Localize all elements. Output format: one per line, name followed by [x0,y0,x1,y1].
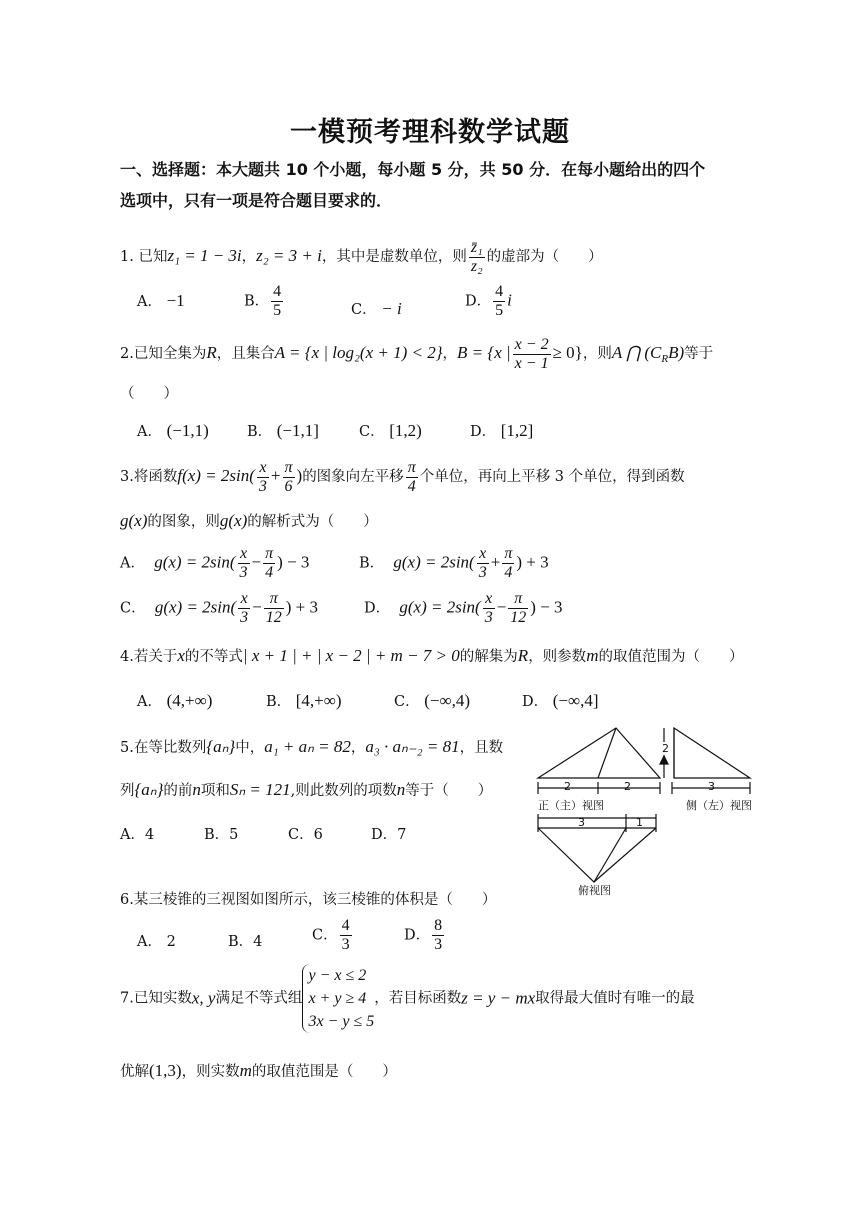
frac-num: π [284,458,293,476]
option-value: [4,+∞) [295,691,342,710]
option-value: [1,2] [500,421,534,440]
option-frac-1 [238,545,250,582]
option-label: A． [137,934,162,950]
q3-g: g(x) [120,511,148,530]
q4-R: R [517,646,529,665]
frac-den: 3 [484,609,493,626]
page-title: 一模预考理科数学试题 [290,117,570,148]
option-label: C． [312,927,338,944]
frac-num: x [238,545,250,564]
frac-num: x [483,590,495,609]
option-value: (4,+∞) [166,691,213,710]
q2-suffix: 等于 [684,346,714,362]
option-value: −1 [166,291,185,310]
q4-option-d[interactable] [522,690,599,711]
q3-prefix: 3.将函数 [120,469,178,485]
q7-point: (1,3) [149,1061,182,1080]
q4-option-a[interactable] [137,690,212,711]
option-label: B． [244,293,270,310]
q3-shift-frac [406,459,418,496]
option-value: 4 [253,934,263,950]
q2-frac-den: x − 1 [514,354,549,372]
q1-option-a[interactable] [137,290,185,311]
option-label: C． [351,302,377,318]
q3-mid1: 的图象向左平移 [302,469,404,485]
q4-ineq: | x + 1 | + | x − 2 | + m − 7 > 0 [242,646,460,665]
option-value: 2 [166,934,176,950]
frac-num: 4 [273,283,282,300]
frac-num: 8 [434,917,443,934]
q3-line2-mid: 的图象，则 [147,514,220,530]
q7-l2-suffix: 的取值范围是（ ） [251,1064,397,1080]
q7-suffix: 取得最大值时有唯一的最 [535,990,695,1007]
option-fraction [340,917,352,954]
option-label: B． [247,424,273,440]
option-frac-2 [263,545,275,582]
q2-set-a: A = {x | log₂(x + 1) < 2} [274,343,443,362]
option-value: 7 [397,827,407,843]
three-view-drawing [530,722,770,904]
option-pre: g(x) = 2sin( [154,552,236,572]
option-value: (−1,1] [276,421,319,440]
option-frac-2 [264,590,284,627]
frac-den: 6 [284,477,293,495]
q2-option-a[interactable] [137,420,209,441]
q4-m: m [586,646,599,665]
option-value: (−∞,4) [424,691,470,710]
q4-suffix: 的取值范围为（ ） [598,649,744,665]
q6-option-b[interactable] [228,930,262,951]
question-2 [120,333,713,379]
q6-option-c[interactable] [312,917,354,954]
frac-den: 3 [258,477,267,495]
q5-l2-mid3: ,则此数列的项数 [290,783,397,799]
q3-f-post: ) [296,466,303,485]
frac-den: 4 [265,564,274,581]
q1-fraction [469,239,485,276]
q4-option-c[interactable] [394,690,470,711]
frac-den: 3 [240,609,249,626]
option-label: C． [120,600,146,617]
section-header-line1: 一、选择题：本大题共 10 个小题，每小题 5 分，共 50 分．在每小题给出的四个 [120,160,706,179]
option-label: C． [359,424,385,440]
frac-num: π [264,590,284,609]
q4-mid3: ，则参数 [528,649,587,665]
q3-line2-suffix: 的解析式为（ ） [247,514,378,530]
frac-den: 3 [239,564,248,581]
q2-expr-post: B) [668,343,685,362]
front-view [538,728,660,794]
dim-top-left: 3 [578,816,585,829]
q1-prefix: 1. 已知 [120,249,168,265]
q5-seq2: {aₙ} [134,780,164,799]
q7-l2-prefix: 优解 [120,1064,149,1080]
dim-front-right: 2 [624,780,631,793]
frac-num: π [407,458,416,476]
q7-l2-mid: ，则实数 [181,1064,240,1080]
option-label: A． [137,294,162,310]
frac-den: 3 [341,936,350,953]
q5-l2-suffix: 等于（ ） [405,783,493,799]
three-view-figure [530,722,770,904]
option-label: D． [371,827,398,843]
q1-frac-den: z₂ [470,257,483,275]
dim-side-width: 3 [708,780,715,793]
option-label: B． [228,934,254,950]
q5-sep: ， [350,740,366,756]
option-frac-1 [238,590,250,627]
q3-option-a[interactable] [120,545,309,582]
q3-g2: g(x) [219,511,248,530]
option-post: ) − 3 [277,552,310,572]
frac-num: x [257,459,269,478]
frac-num: π [265,545,274,562]
frac-num: x [477,545,489,564]
frac-num: x [238,590,250,609]
frac-den: 4 [407,477,416,495]
q2-option-c[interactable] [359,420,422,441]
question-6: 6.某三棱锥的三视图如图所示，该三棱锥的体积是（ ） [120,892,497,908]
option-label: A． [137,694,162,710]
frac-num: 4 [495,283,504,300]
q5-n: n [192,780,201,799]
q5-l2-mid2: 项和 [200,783,230,799]
q1-mid: ，其中是虚数单位，则 [321,249,467,265]
q1-z1: z₁ = 1 − 3i [167,246,242,265]
question-7 [120,964,695,1033]
frac-den: 3 [434,936,443,953]
q2-fraction [513,336,551,373]
frac-den: 5 [273,302,282,319]
frac-num: π [504,545,513,562]
q5-option-d[interactable] [371,823,406,844]
option-value: (−∞,4] [552,691,599,710]
q3-frac-1 [257,459,269,496]
option-op: − [496,597,507,617]
option-frac-1 [483,590,495,627]
q5-eq3: Sₙ = 121 [229,780,291,799]
q7-system [302,964,374,1033]
q7-line2 [120,1060,397,1081]
top-view-label: 俯视图 [578,884,611,897]
question-4 [120,645,743,666]
option-frac-2 [502,545,514,582]
q2-mid2: ， [442,346,458,362]
front-view-label: 正（主）视图 [538,799,604,812]
q1-option-b[interactable] [244,283,285,320]
q4-mid2: 的解集为 [459,649,518,665]
option-label: D． [470,424,497,440]
q3-option-b[interactable] [359,545,549,582]
option-label: C． [288,827,314,843]
option-pre: g(x) = 2sin( [154,597,237,617]
q2-frac-num: x − 2 [514,335,549,353]
q5-eq2: a₃ · aₙ₋₂ = 81 [365,737,460,756]
q2-mid3: ，则 [582,346,612,362]
q7-vars: x, y [191,988,216,1008]
option-label: B． [359,555,385,572]
dim-top-right: 1 [636,816,643,829]
option-value: 4 [144,827,155,843]
frac-num: 4 [341,917,350,934]
q1-option-d[interactable] [465,283,512,320]
option-fraction [493,283,505,320]
option-pre: g(x) = 2sin( [393,552,475,572]
q5-l2-mid1: 的前 [163,783,193,799]
frac-den: 3 [478,564,487,581]
option-label: D． [465,293,492,310]
q1-suffix: 的虚部为（ ） [486,249,603,265]
q4-option-b[interactable] [266,690,342,711]
q5-line2 [120,779,492,800]
q2-expr-sub: R [661,352,669,365]
option-label: D． [522,694,549,710]
q2-paren: （ ） [120,386,178,402]
option-post: ) − 3 [530,597,563,617]
option-label: C． [394,694,420,710]
frac-den: 4 [504,564,513,581]
option-label: D． [404,927,431,944]
option-value: [1,2) [389,421,422,440]
q7-ineq-2: x + y ≥ 4 [308,990,367,1007]
q3-line2 [120,510,378,531]
option-label: D． [364,600,391,617]
q3-option-c[interactable] [120,590,318,627]
q5-mid: 中， [235,740,265,756]
q5-option-c[interactable] [288,823,323,844]
option-op: + [490,552,501,572]
question-5 [120,736,503,757]
q3-f-pre: f(x) = 2sin( [177,466,255,485]
option-label: A． [120,827,145,843]
q1-option-c[interactable] [351,298,402,319]
q2-expr: A ⋂ (C [611,343,662,362]
q2-R: R [206,343,217,362]
option-frac-1 [477,545,489,582]
q5-option-a[interactable] [120,823,154,844]
q2-prefix: 2.已知全集为 [120,346,207,362]
frac-num: π [508,590,528,609]
q3-frac-2 [283,459,295,496]
dim-height: 2 [662,742,669,755]
q7-ineq-1: y − x ≤ 2 [308,967,367,984]
option-post: ) + 3 [285,597,319,617]
q2-mid1: ，且集合 [216,346,275,362]
q6-option-a[interactable] [137,930,176,951]
q7-mid1: 满足不等式组 [215,990,303,1007]
frac-den: 5 [495,302,504,319]
q2-set-b-post: ≥ 0} [552,343,583,362]
option-tail: i [507,290,512,310]
option-value: (−1,1) [166,421,209,440]
q6-option-d[interactable] [404,917,446,954]
q2-option-b[interactable] [247,420,319,441]
dim-front-left: 2 [564,780,571,793]
q2-option-d[interactable] [470,420,533,441]
option-value: 5 [229,827,239,843]
q5-prefix: 5.在等比数列 [120,740,207,756]
q2-set-b-pre: B = {x | [457,343,511,362]
side-view-label: 侧（左）视图 [686,799,752,812]
option-label: B． [204,827,230,843]
frac-den: 12 [265,609,282,626]
q4-x: x [177,646,185,665]
q4-prefix: 4.若关于 [120,649,178,665]
q5-seq: {aₙ} [206,737,236,756]
section-header-line2: 选项中，只有一项是符合题目要求的． [120,191,393,210]
option-label: B． [266,694,292,710]
option-fraction [271,283,283,320]
q7-prefix: 7.已知实数 [120,990,192,1007]
option-value: 6 [313,827,323,843]
option-op: − [252,597,262,617]
option-pre: g(x) = 2sin( [399,597,481,617]
q5-suffix: ，且数 [459,740,504,756]
q5-eq1: a₁ + aₙ = 82 [264,737,351,756]
q5-option-b[interactable] [204,823,238,844]
q5-n2: n [396,780,406,799]
q1-z2: z₂ = 3 + i [256,246,322,265]
option-frac-2 [508,590,528,627]
q5-l2-prefix: 列 [120,783,135,799]
q7-m: m [239,1061,252,1080]
q1-sep: ， [241,249,257,265]
q1-frac-num: z̄₁ [470,238,483,256]
q7-ineq-3: 3x − y ≤ 5 [308,1013,375,1030]
option-fraction [432,917,444,954]
frac-den: 12 [510,609,527,626]
option-label: A． [120,555,145,572]
question-1 [120,236,603,277]
q3-option-d[interactable] [364,590,563,627]
q3-plus: + [270,466,281,485]
q4-mid1: 的不等式 [184,649,243,665]
q7-mid2: ，若目标函数 [374,990,462,1007]
q7-obj: z = y − mx [461,988,536,1008]
q3-mid2: 个单位，再向上平移 3 个单位，得到函数 [419,469,685,485]
option-post: ) + 3 [516,552,549,572]
option-op: − [251,552,262,572]
question-3 [120,456,685,497]
option-value: − i [381,299,402,318]
option-label: A． [137,424,162,440]
